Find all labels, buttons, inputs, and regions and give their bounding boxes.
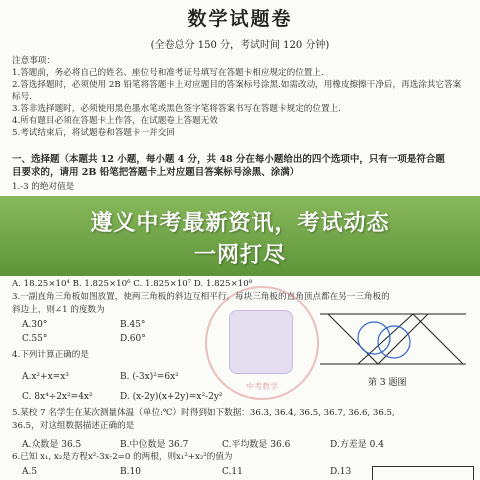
headline-banner: [0, 196, 480, 276]
q4-option-b: B. (-3x)²=6x²: [120, 372, 179, 382]
question-6: 6.已知 x₁, x₂是方程x²-3x-2=0 的两根，则x₁²+x₂²的值为: [12, 452, 233, 462]
q6-option-b: B.10: [120, 467, 141, 477]
note-line: 4.所有题目必须在答题卡上作答，在试题卷上答题无效: [12, 116, 218, 126]
exam-title: 数学试题卷: [187, 8, 293, 30]
question-table-fragment: [372, 466, 474, 480]
q5-option-b: B.中位数是 36.7: [120, 440, 189, 450]
watermark-seal: [205, 286, 319, 400]
q3-option-a: A.30°: [22, 320, 48, 330]
question-1: 1.-3 的绝对值是: [12, 182, 75, 192]
q4-option-a: A.x²+x=x³: [22, 372, 69, 382]
exam-subtitle: (全卷总分 150 分，考试时间 120 分钟): [150, 40, 330, 51]
question-5-cont: 36.5，对这组数据描述正确的是: [12, 421, 135, 431]
figure-caption: 第 3 题图: [368, 378, 407, 388]
section-heading-cont: 目要求的，请用 2B 铅笔把答题卡上对应题目答案标号涂黑、涂满）: [12, 167, 300, 178]
banner-line-2: 一网打尽: [193, 243, 286, 268]
question-3-figure: [318, 306, 468, 376]
banner-line-1: 遵义中考最新资讯，考试动态: [90, 211, 390, 236]
q4-option-c: C. 8x⁴÷2x²=4x²: [22, 392, 93, 402]
note-line: 2.答选择题时，必须使用 2B 铅笔将答题卡上对应题目的答案标号涂黑.如需改动，用橡皮擦擦干净后，再选涂其它答案: [12, 80, 462, 90]
note-line: 5.考试结束后，将试题卷和答题卡一并交回: [12, 128, 175, 138]
section-heading: 一、选择题（本题共 12 小题，每小题 4 分，共 48 分在每小题给出的四个选项中，只有一项是符合题: [12, 154, 445, 165]
note-line: 3.答非选择题时，必须使用黑色墨水笔或黑色签字笔将答案书写在答题卡规定的位置上.: [12, 104, 341, 114]
q3-option-d: D.60°: [120, 334, 146, 344]
question-5: 5.某校 7 名学生在某次测量体温（单位:℃）时得到如下数据：36.3, 36.4, 36.5, 36.7, 36.6, 36.5,: [12, 408, 395, 418]
q2-options: A. 18.25×10⁴ B. 1.825×10⁶ C. 1.825×10⁷ D. 1.825×10⁸: [12, 279, 253, 289]
q6-option-d: D.13: [330, 467, 352, 477]
seal-emblem-icon: [229, 310, 293, 374]
q5-option-c: C.平均数是 36.6: [222, 440, 291, 450]
q5-option-a: A.众数是 36.5: [22, 440, 82, 450]
question-3-cont: 斜边上，则∠1 的度数为: [12, 305, 105, 315]
note-line: 标号.: [12, 92, 32, 102]
q4-option-d: D. (x-2y)(x+2y)=x²-2y²: [120, 392, 223, 402]
q3-option-b: B.45°: [120, 320, 146, 330]
notes-heading: 注意事项：: [12, 56, 55, 66]
q6-option-a: A.5: [22, 467, 38, 477]
question-4: 4.下列计算正确的是: [12, 350, 89, 360]
question-3: 3.一副直角三角板如图放置，使两三角板的斜边互相平行，每块三角板的直角顶点都在另一三角板的: [12, 292, 390, 302]
q3-option-c: C.55°: [22, 334, 48, 344]
q6-option-c: C.11: [222, 467, 243, 477]
seal-text: 中考教学: [246, 382, 278, 391]
q5-option-d: D.方差是 0.4: [330, 440, 384, 450]
note-line: 1.答题前，务必将自己的姓名、座位号和准考证号填写在答题卡相应规定的位置上.: [12, 68, 324, 78]
